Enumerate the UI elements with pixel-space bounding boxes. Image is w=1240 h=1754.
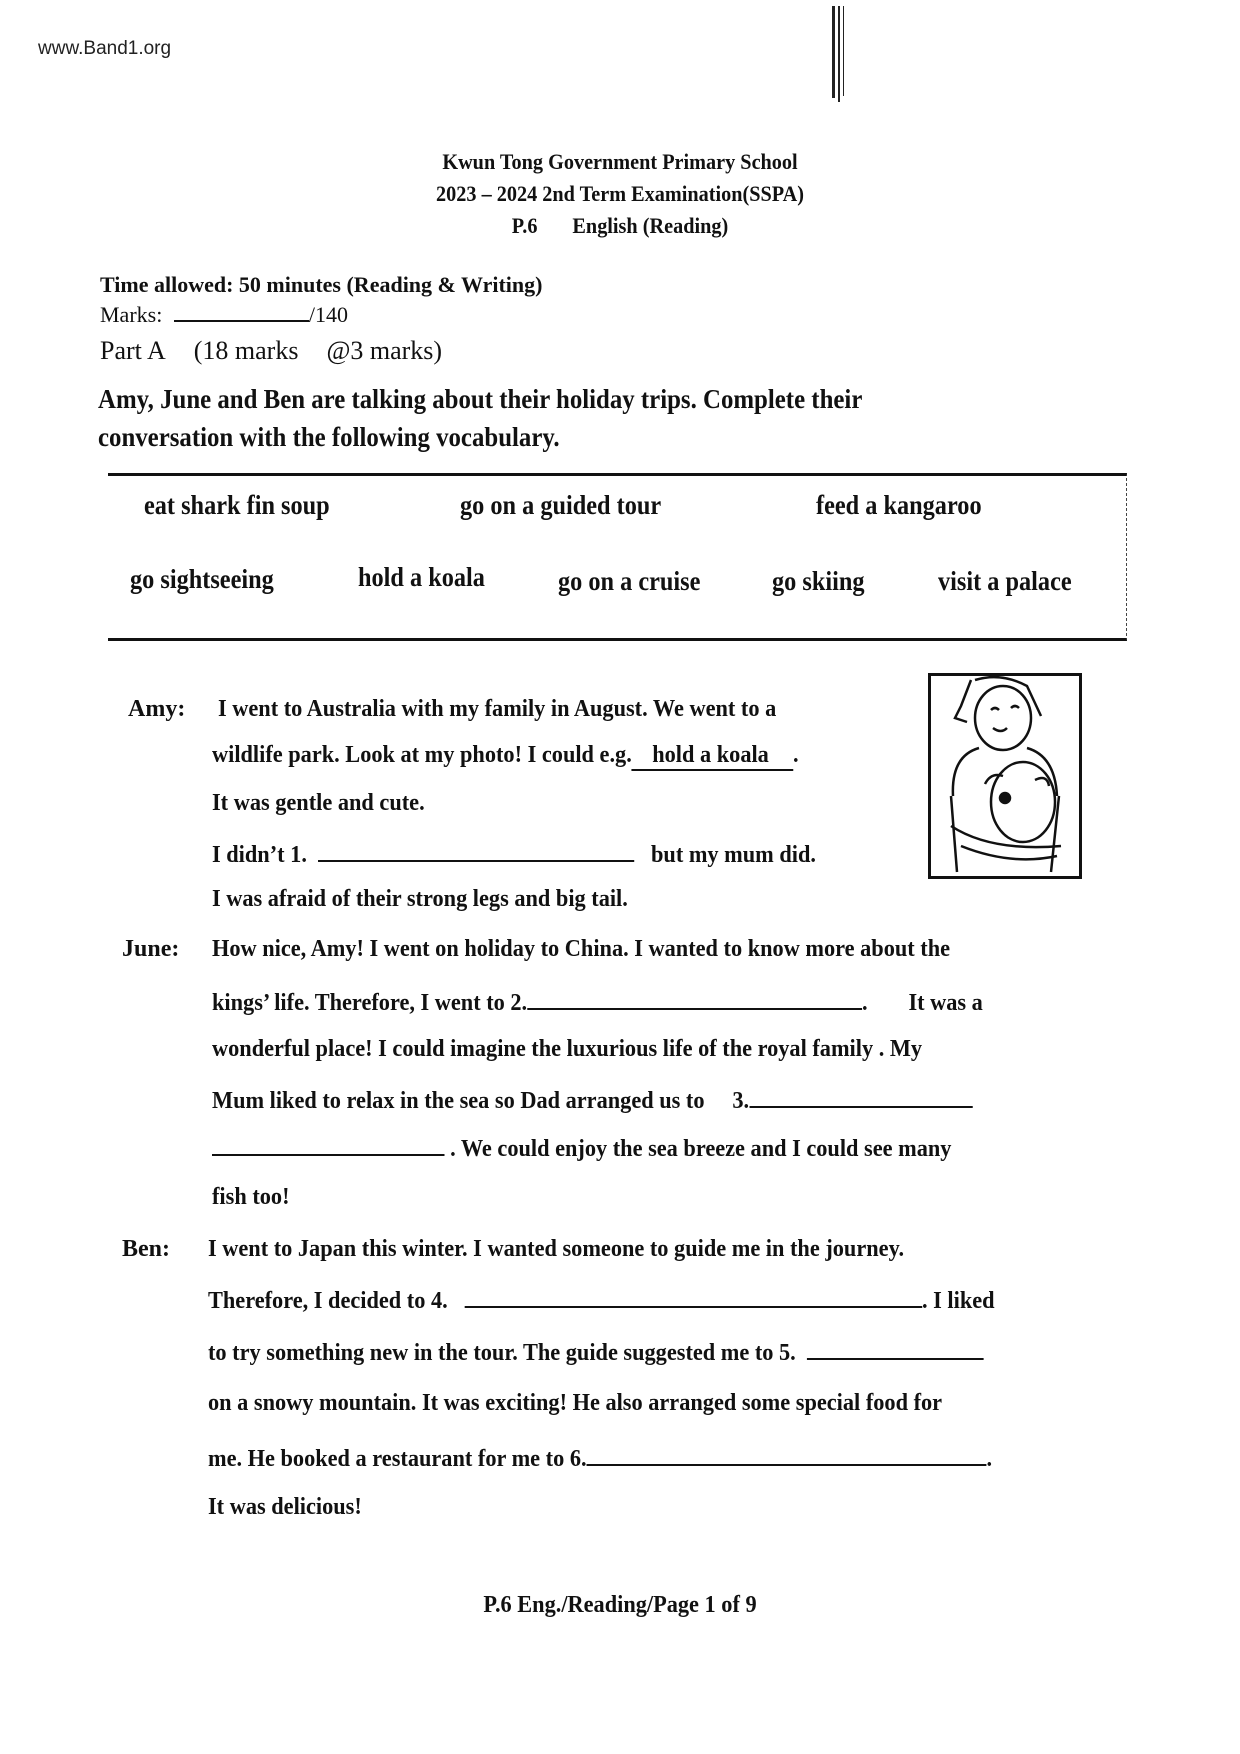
dialogue-line: It was delicious! [208, 1494, 362, 1520]
time-allowed: Time allowed: 50 minutes (Reading & Writing) [100, 272, 543, 297]
answer-blank-1[interactable] [318, 838, 634, 862]
level: P.6 [511, 213, 538, 238]
exam-header [50, 146, 1191, 242]
vocab-item: go skiing [772, 566, 865, 596]
part-heading [100, 336, 442, 366]
dialogue-line: It was gentle and cute. [212, 790, 425, 816]
watermark: www.Band1.org [38, 38, 172, 59]
dialogue-line: I went to Australia with my family in August. We went to a [218, 696, 777, 722]
part-label: Part A [100, 336, 166, 365]
dialogue-line: I didn’t 1. but my mum did. [212, 838, 816, 869]
dialogue-line: . We could enjoy the sea breeze and I could see many [212, 1132, 951, 1163]
dialogue-line: wonderful place! I could imagine the luxurious life of the royal family . My [212, 1036, 923, 1062]
answer-blank-6[interactable] [587, 1442, 987, 1466]
answer-blank-3-cont[interactable] [212, 1132, 445, 1156]
answer-blank-3[interactable] [749, 1084, 972, 1108]
dialogue-line: wildlife park. Look at my photo! I could e.g. hold a koala . [212, 742, 799, 771]
vocab-item: hold a koala [358, 562, 485, 592]
dialogue-line: How nice, Amy! I went on holiday to China. I wanted to know more about the [212, 936, 951, 962]
vocab-item: go on a guided tour [460, 490, 662, 520]
vocab-item: eat shark fin soup [144, 490, 330, 520]
marks-label: Marks: [100, 302, 163, 327]
vocab-item: feed a kangaroo [816, 490, 982, 520]
part-marks: (18 marks [193, 336, 299, 365]
dialogue-line: fish too! [212, 1184, 290, 1210]
speaker-amy: Amy: [128, 696, 186, 722]
dialogue-line: me. He booked a restaurant for me to 6. . [208, 1442, 992, 1473]
page-footer: P.6 Eng./Reading/Page 1 of 9 [483, 1592, 757, 1618]
marks-row [100, 300, 542, 330]
answer-blank-2[interactable] [527, 986, 862, 1010]
subject: English (Reading) [572, 213, 729, 238]
instruction-line: Amy, June and Ben are talking about their holiday trips. Complete their [98, 384, 863, 414]
subject-line [50, 210, 1191, 242]
speaker-ben: Ben: [122, 1236, 170, 1262]
dialogue-line: to try something new in the tour. The guide suggested me to 5. [208, 1336, 984, 1367]
marks-input[interactable] [174, 300, 309, 322]
dialogue-line: Mum liked to relax in the sea so Dad arranged us to 3. [212, 1084, 972, 1115]
vocab-item: visit a palace [938, 566, 1072, 596]
scan-artifact [832, 6, 846, 100]
instruction-line: conversation with the following vocabulary. [98, 422, 560, 452]
example-answer: hold a koala [632, 742, 793, 771]
marks-total: /140 [308, 302, 348, 327]
vocabulary-box [108, 473, 1127, 641]
exam-meta [100, 270, 542, 330]
exam-title: 2023 – 2024 2nd Term Examination(SSPA) [436, 181, 804, 206]
dialogue-line: Therefore, I decided to 4. . I liked [208, 1284, 995, 1315]
dialogue-line: I was afraid of their strong legs and big tail. [212, 886, 628, 912]
vocab-item: go sightseeing [130, 564, 274, 594]
dialogue-line: kings’ life. Therefore, I went to 2. . It was a [212, 986, 983, 1017]
vocab-item: go on a cruise [558, 566, 701, 596]
girl-holding-koala-icon [931, 676, 1079, 876]
dialogue-line: I went to Japan this winter. I wanted someone to guide me in the journey. [208, 1236, 905, 1262]
answer-blank-4[interactable] [464, 1284, 922, 1308]
speaker-june: June: [122, 936, 180, 962]
answer-blank-5[interactable] [807, 1336, 984, 1360]
part-each: @3 marks) [326, 336, 443, 365]
dialogue-line: on a snowy mountain. It was exciting! He also arranged some special food for [208, 1390, 943, 1416]
school-name: Kwun Tong Government Primary School [442, 149, 798, 174]
koala-photo [928, 673, 1082, 879]
instructions [98, 380, 1018, 456]
